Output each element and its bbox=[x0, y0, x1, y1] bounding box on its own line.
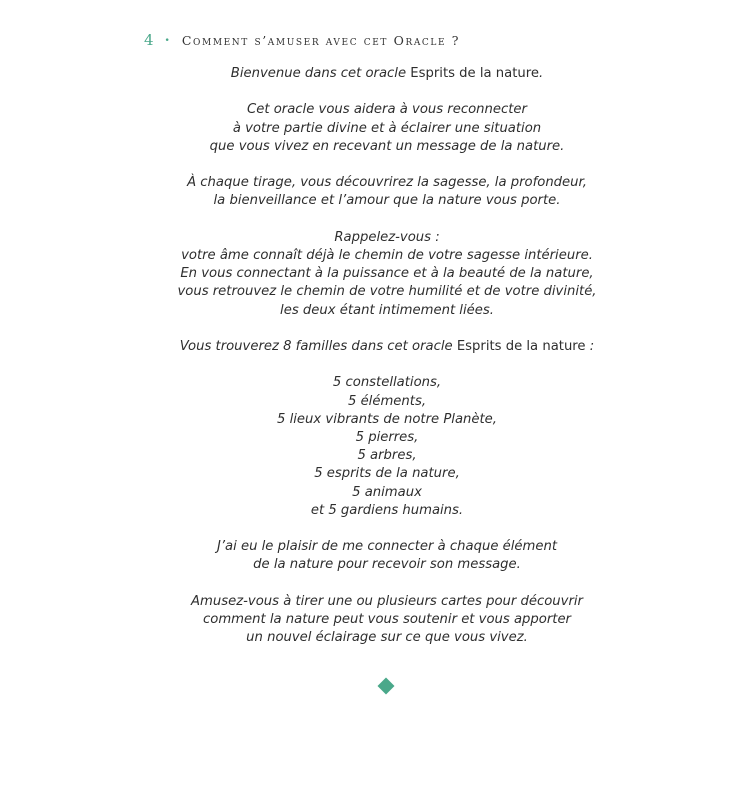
family-item: 5 esprits de la nature, bbox=[314, 466, 460, 482]
reminder-line: votre âme connaît déjà le chemin de votre sagesse intérieure. bbox=[181, 247, 593, 263]
intro-line bbox=[0, 65, 734, 83]
author-note-line: de la nature pour recevoir son message. bbox=[253, 557, 521, 573]
families-intro-prefix: Vous trouverez 8 familles dans cet oracle bbox=[179, 338, 457, 354]
closing-line: Amusez-vous à tirer une ou plusieurs cartes pour découvrir bbox=[191, 593, 583, 609]
intro-suffix: . bbox=[539, 66, 544, 81]
family-item: 5 constellations, bbox=[332, 375, 442, 391]
page-header bbox=[144, 31, 460, 49]
page-body bbox=[0, 65, 734, 666]
reminder-line: les deux étant intimement liées. bbox=[280, 302, 494, 318]
reminder-line: vous retrouvez le chemin de votre humilité et de votre divinité, bbox=[177, 284, 597, 300]
reminder-line: Rappelez-vous : bbox=[334, 229, 440, 245]
diamond-ornament-icon bbox=[378, 678, 395, 695]
families-intro-paragraph bbox=[0, 338, 734, 356]
oracle-name: Esprits de la nature bbox=[410, 66, 540, 81]
closing-line: un nouvel éclairage sur ce que vous vivez. bbox=[246, 630, 528, 646]
author-note-paragraph bbox=[0, 538, 734, 574]
purpose-line: que vous vivez en recevant un message de la nature. bbox=[209, 138, 565, 154]
family-item: 5 éléments, bbox=[347, 393, 427, 409]
family-item: 5 arbres, bbox=[357, 448, 417, 464]
reminder-line: En vous connectant à la puissance et à la beauté de la nature, bbox=[180, 266, 594, 282]
family-item: et 5 gardiens humains. bbox=[310, 502, 464, 518]
reminder-paragraph bbox=[0, 229, 734, 320]
oracle-name: Esprits de la nature bbox=[456, 338, 586, 354]
families-intro-suffix: : bbox=[585, 338, 595, 354]
families-list bbox=[0, 374, 734, 520]
bullet-icon: • bbox=[164, 36, 170, 46]
wisdom-line: la bienveillance et l’amour que la nature vous porte. bbox=[213, 193, 561, 209]
page-number: 4 bbox=[144, 31, 155, 49]
family-item: 5 animaux bbox=[352, 484, 422, 500]
intro-paragraph bbox=[0, 65, 734, 83]
closing-line: comment la nature peut vous soutenir et vous apporter bbox=[203, 611, 571, 627]
family-item: 5 lieux vibrants de notre Planète, bbox=[277, 411, 497, 427]
families-intro-line bbox=[0, 338, 734, 356]
author-note-line: J’ai eu le plaisir de me connecter à chaque élément bbox=[216, 539, 558, 555]
chapter-title: Comment s’amuser avec cet Oracle ? bbox=[181, 33, 461, 48]
closing-paragraph bbox=[0, 593, 734, 648]
intro-prefix: Bienvenue dans cet oracle bbox=[230, 66, 411, 81]
wisdom-line: À chaque tirage, vous découvrirez la sagesse, la profondeur, bbox=[187, 175, 587, 191]
purpose-paragraph bbox=[0, 101, 734, 156]
purpose-line: à votre partie divine et à éclairer une situation bbox=[232, 120, 542, 136]
wisdom-paragraph bbox=[0, 174, 734, 210]
purpose-line: Cet oracle vous aidera à vous reconnecter bbox=[247, 102, 527, 118]
family-item: 5 pierres, bbox=[355, 429, 419, 445]
